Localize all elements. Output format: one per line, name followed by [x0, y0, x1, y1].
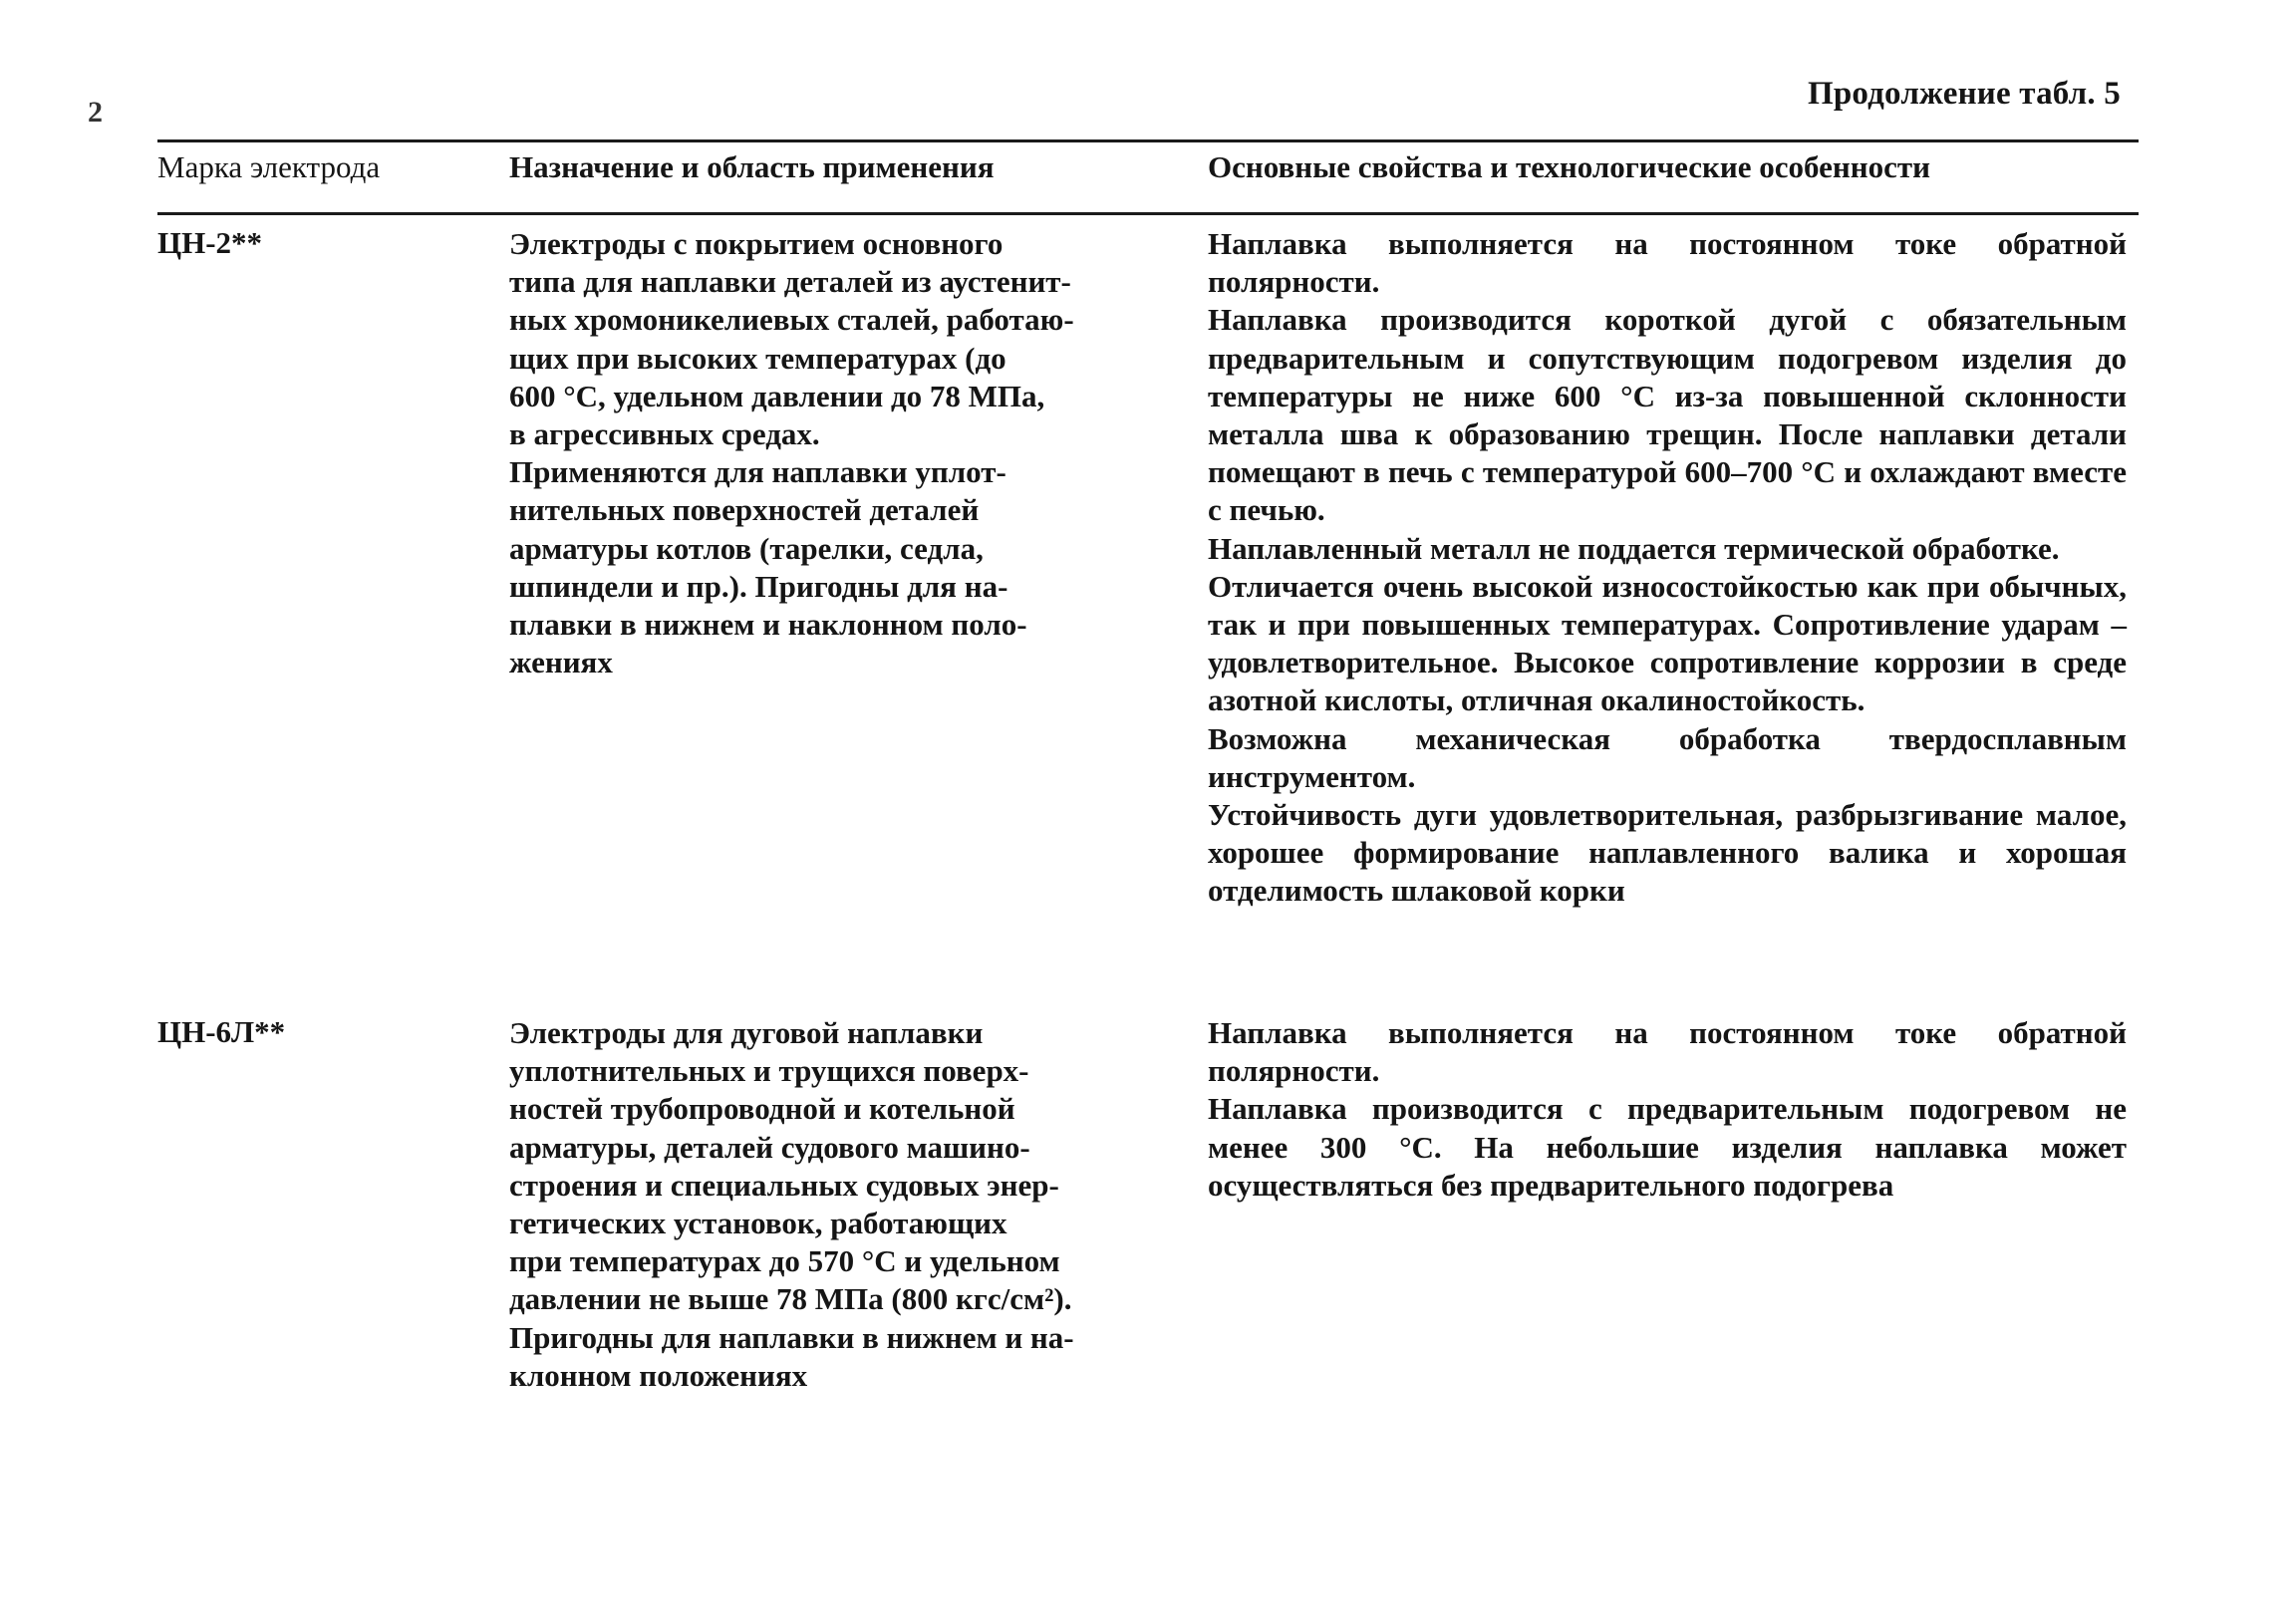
purpose-line: Электроды с покрытием основного — [509, 226, 1004, 261]
purpose-line: ных хромоникелиевых сталей, работаю- — [509, 302, 1074, 338]
purpose-line: гетических установок, работающих — [509, 1206, 1007, 1241]
properties-cell — [1208, 225, 2127, 911]
purpose-line: уплотнительных и трущихся поверх- — [509, 1053, 1029, 1089]
purpose-line: типа для наплавки деталей из аустенит- — [509, 264, 1071, 300]
purpose-cell — [509, 225, 1142, 681]
properties-paragraph: Возможна механическая обработка твердосплавным инструментом. — [1208, 720, 2127, 794]
properties-cell — [1208, 1014, 2127, 1205]
purpose-line: жениях — [509, 645, 613, 680]
purpose-line: 600 °С, удельном давлении до 78 МПа, — [509, 378, 1045, 413]
purpose-line: Применяются для наплавки уплот- — [509, 454, 1006, 490]
purpose-line: давлении не выше 78 МПа (800 кгс/см²). — [509, 1281, 1072, 1317]
table-continuation-label: Продолжение табл. 5 — [1807, 76, 2121, 112]
electrode-brand: ЦН-2** — [157, 225, 263, 260]
purpose-line: Пригодны для наплавки в нижнем и на- — [509, 1319, 1074, 1355]
purpose-line: строения и специальных судовых энер- — [509, 1167, 1059, 1203]
purpose-line: арматуры, деталей судового машино- — [509, 1129, 1030, 1165]
purpose-line: щих при высоких температурах (до — [509, 340, 1006, 376]
properties-paragraph: Наплавка выполняется на постоянном токе обратной полярности. — [1208, 226, 2127, 300]
properties-paragraph: Наплавка производится с предварительным подогревом не менее 300 °С. На небольшие изделия наплавка может осуществляться без предварительного подогрева — [1208, 1091, 2127, 1203]
properties-paragraph: Отличается очень высокой износостойкостью как при обычных, так и при повышенных температурах. Сопротивление ударам – удовлетворительное. Высокое сопротивление коррозии в среде азотной кислоты, отличная окалиностойкость. — [1208, 568, 2127, 718]
header-properties: Основные свойства и технологические особенности — [1208, 149, 1930, 184]
page-corner-mark: 2 — [88, 96, 103, 129]
purpose-line: при температурах до 570 °С и удельном — [509, 1243, 1060, 1279]
properties-paragraph: Наплавка выполняется на постоянном токе обратной полярности. — [1208, 1015, 2127, 1089]
table-top-rule — [157, 139, 2139, 142]
properties-paragraph: Устойчивость дуги удовлетворительная, разбрызгивание малое, хорошее формирование наплавленного валика и хорошая отделимость шлаковой корки — [1208, 797, 2127, 909]
purpose-line: клонном положениях — [509, 1357, 808, 1393]
header-electrode-brand: Марка электрода — [157, 149, 381, 184]
electrode-brand: ЦН-6Л** — [157, 1014, 286, 1049]
purpose-line: ностей трубопроводной и котельной — [509, 1091, 1015, 1127]
purpose-line: шпиндели и пр.). Пригодны для на- — [509, 568, 1008, 604]
properties-paragraph: Наплавленный металл не поддается термической обработке. — [1208, 530, 2060, 566]
purpose-line: нительных поверхностей деталей — [509, 492, 980, 528]
header-purpose: Назначение и область применения — [509, 149, 995, 184]
purpose-line: Электроды для дуговой наплавки — [509, 1015, 984, 1050]
properties-paragraph: Наплавка производится короткой дугой с обязательным предварительным и сопутствующим подогревом изделия до температуры не ниже 600 °С из-за повышенной склонности металла шва к образованию трещин. После наплавки детали помещают в печь с температурой 600–700 °С и охлаждают вместе с печью. — [1208, 302, 2127, 528]
table-header-rule — [157, 212, 2139, 215]
purpose-line: арматуры котлов (тарелки, седла, — [509, 530, 984, 566]
purpose-line: в агрессивных средах. — [509, 416, 820, 452]
purpose-cell — [509, 1014, 1142, 1395]
purpose-line: плавки в нижнем и наклонном поло- — [509, 607, 1027, 643]
